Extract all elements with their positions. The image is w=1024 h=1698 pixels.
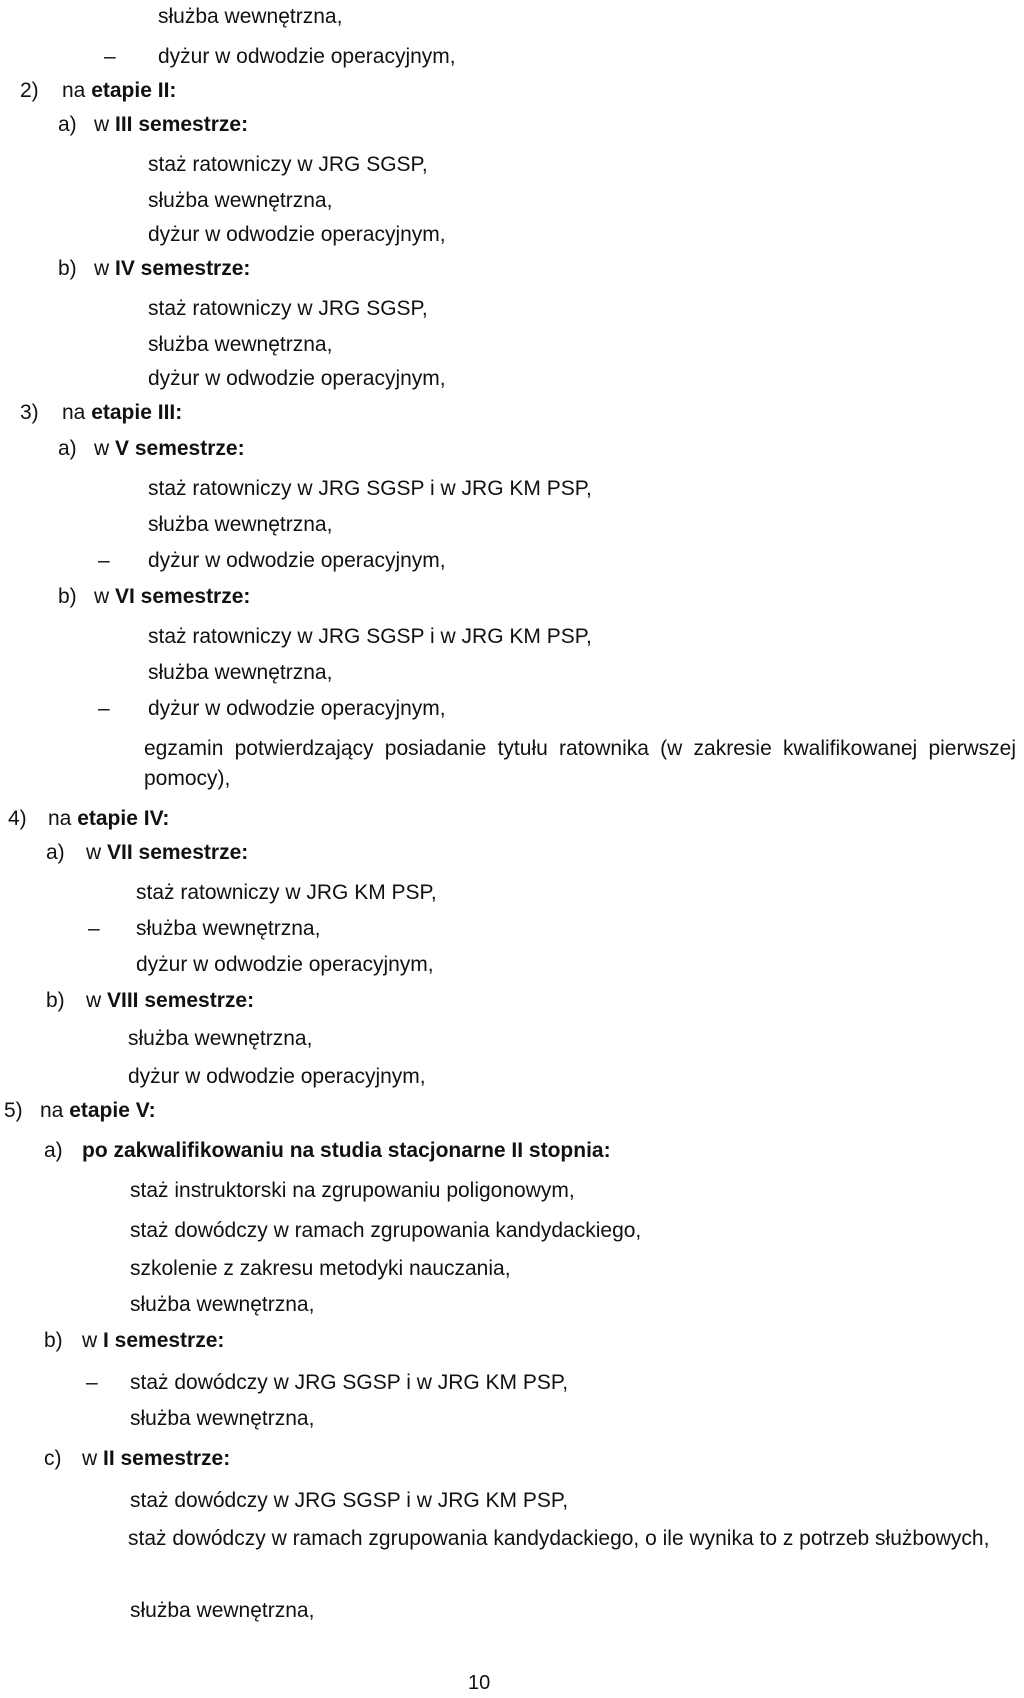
subsection-heading: w II semestrze:: [82, 1447, 231, 1470]
dash-bullet: –: [98, 549, 110, 572]
subsection-heading: w V semestrze:: [94, 437, 245, 460]
list-item: dyżur w odwodzie operacyjnym,: [148, 223, 446, 246]
subsection-heading: w VI semestrze:: [94, 585, 251, 608]
list-item: staż ratowniczy w JRG SGSP,: [148, 153, 428, 176]
list-item: staż ratowniczy w JRG SGSP i w JRG KM PSP,: [148, 625, 592, 648]
subsection-heading: w VII semestrze:: [86, 841, 249, 864]
list-item: służba wewnętrzna,: [130, 1293, 315, 1316]
subsection-letter: c): [44, 1447, 62, 1470]
subsection-heading: w III semestrze:: [94, 113, 249, 136]
list-item: służba wewnętrzna,: [148, 661, 333, 684]
list-item: dyżur w odwodzie operacyjnym,: [148, 549, 446, 572]
section-number: 2): [20, 79, 39, 102]
subsection-letter: a): [44, 1139, 63, 1162]
section-heading: na etapie IV:: [48, 807, 170, 830]
list-item: dyżur w odwodzie operacyjnym,: [128, 1065, 426, 1088]
list-item-exam: egzamin potwierdzający posiadanie tytułu ratownika (w zakresie kwalifikowanej pierwszej pomocy),: [144, 737, 1016, 790]
list-item: staż ratowniczy w JRG SGSP,: [148, 297, 428, 320]
list-item: staż dowódczy w ramach zgrupowania kandydackiego,: [130, 1219, 642, 1242]
list-item: służba wewnętrzna,: [148, 189, 333, 212]
subsection-letter: b): [46, 989, 65, 1012]
dash-bullet: –: [98, 697, 110, 720]
list-item: dyżur w odwodzie operacyjnym,: [158, 45, 456, 68]
section-heading: na etapie II:: [62, 79, 177, 102]
subsection-heading: w I semestrze:: [82, 1329, 225, 1352]
list-item: służba wewnętrzna,: [148, 513, 333, 536]
list-item: dyżur w odwodzie operacyjnym,: [148, 697, 446, 720]
subsection-letter: b): [58, 585, 77, 608]
subsection-letter: b): [44, 1329, 63, 1352]
list-item: staż instruktorski na zgrupowaniu poligonowym,: [130, 1179, 575, 1202]
list-item: dyżur w odwodzie operacyjnym,: [136, 953, 434, 976]
list-item: służba wewnętrzna,: [158, 5, 343, 28]
subsection-heading: w VIII semestrze:: [86, 989, 255, 1012]
list-item: staż dowódczy w JRG SGSP i w JRG KM PSP,: [130, 1371, 569, 1394]
page-number: 10: [468, 1672, 491, 1694]
section-number: 3): [20, 401, 39, 424]
list-item: służba wewnętrzna,: [128, 1027, 313, 1050]
section-heading: na etapie V:: [40, 1099, 156, 1122]
dash-bullet: –: [88, 917, 100, 940]
section-heading: na etapie III:: [62, 401, 183, 424]
list-item: służba wewnętrzna,: [136, 917, 321, 940]
dash-bullet: –: [86, 1371, 98, 1394]
list-item: służba wewnętrzna,: [130, 1407, 315, 1430]
subsection-letter: a): [46, 841, 65, 864]
subsection-heading: po zakwalifikowaniu na studia stacjonarne II stopnia:: [82, 1139, 611, 1162]
list-item: dyżur w odwodzie operacyjnym,: [148, 367, 446, 390]
subsection-heading: w IV semestrze:: [94, 257, 251, 280]
list-item: szkolenie z zakresu metodyki nauczania,: [130, 1257, 511, 1280]
list-item: staż ratowniczy w JRG SGSP i w JRG KM PSP,: [148, 477, 592, 500]
dash-bullet: –: [104, 45, 116, 68]
subsection-letter: b): [58, 257, 77, 280]
section-number: 4): [8, 807, 27, 830]
subsection-letter: a): [58, 437, 77, 460]
section-number: 5): [4, 1099, 23, 1122]
list-item: staż ratowniczy w JRG KM PSP,: [136, 881, 437, 904]
list-item: służba wewnętrzna,: [130, 1599, 315, 1622]
list-item: staż dowódczy w ramach zgrupowania kandydackiego, o ile wynika to z potrzeb służbowych,: [128, 1527, 990, 1550]
list-item: służba wewnętrzna,: [148, 333, 333, 356]
subsection-letter: a): [58, 113, 77, 136]
list-item: staż dowódczy w JRG SGSP i w JRG KM PSP,: [130, 1489, 569, 1512]
